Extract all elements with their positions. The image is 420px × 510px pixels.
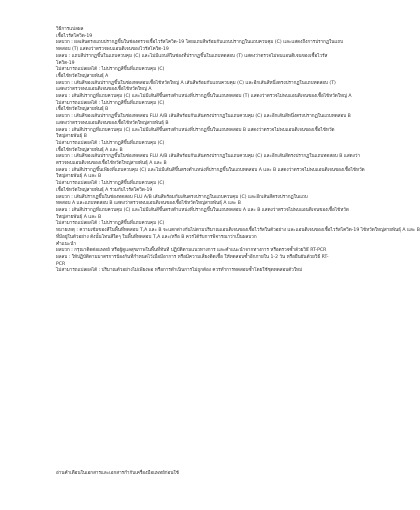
text-line: ผลบวก : เส้นสีปรากฏขึ้นในช่องทดสอบ FLU A/B เส้นสีพร้อมกับเส้นตรงปรากฏในแถบควบคุม (C) และอีกเส้นสีตรงปรากฏในแถบ bbox=[56, 194, 308, 200]
text-line: ไม่สามารถแปลผลได้ : ไม่ปรากฏสีขึ้นที่แถบควบคุม (C) bbox=[56, 67, 165, 73]
text-line: ใหญ่สายพันธุ์ A และ B bbox=[56, 174, 102, 180]
text-line: ไม่สามารถแปลผลได้ : ไม่ปรากฏสีขึ้นที่แถบควบคุม (C) bbox=[56, 100, 165, 106]
text-line: เชื้อไข้หวัดใหญ่สายพันธุ์ A และ B bbox=[56, 147, 123, 153]
text-line: ผลลบ : เส้นสีปรากฏขึ้นเพียงที่แถบควบคุม (C) และไม่มีเส้นสีขึ้นตรงตำแหน่งที่ปรากฏขึ้นในแถบทดสอบ A และ B แสดงว่าตรวจไม่พบแอนติเจนของเชื้อไข้หวัด bbox=[56, 167, 365, 173]
text-line: ผลลบ : ให้ปฏิบัติตามมาตรการป้องกันที่กำหนดไว้เมื่อมีอาการ หรือมีความเสี่ยงติดเชื้อ ให้ทดสอบซ้ำอีกภายใน 1-2 วัน หรือยืนยันด้วยวิธี RT- bbox=[56, 254, 329, 260]
text-line: เชื้อไวรัสโควิด-19 bbox=[56, 33, 93, 39]
text-line: เชื้อไข้หวัดใหญ่สายพันธุ์ A ร่วมกับไวรัสโควิด-19 bbox=[56, 187, 153, 193]
text-line: ไม่สามารถแปลผลได้ : ไม่ปรากฏสีขึ้นที่แถบควบคุม (C) bbox=[56, 221, 165, 227]
text-line: PCR bbox=[56, 261, 66, 267]
text-line: โควิด-19 bbox=[56, 60, 75, 66]
text-line: แสดงว่าตรวจพบแอนติเจนของเชื้อไข้หวัดใหญ่สายพันธุ์ B bbox=[56, 120, 169, 126]
text-line: ผลลบ : เส้นสีปรากฏที่แถบควบคุม (C) และไม่มีเส้นสีขึ้นตรงตำแหน่งที่ปรากฏขึ้นในแถบทดสอบ (T) แสดงว่าตรวจไม่พบแอนติเจนของเชื้อไข้หวัดใหญ่ A bbox=[56, 94, 352, 100]
text-line: ผลบวก : เส้นสีของเส้นปรากฏขึ้นในช่องทดสอบ FLU A/B เส้นสีพร้อมกับเส้นตรงปรากฏในแถบควบคุม (C) และอีกเส้นสีตรงปรากฏในแถบทดสอบ B แสดงว่า bbox=[56, 154, 361, 160]
text-line: ไม่สามารถแปลผลได้ : ไม่ปรากฏสีขึ้นที่แถบควบคุม (C) bbox=[56, 140, 165, 146]
text-line: ผลบวก : กรุณาติดต่อแพทย์ หรือผู้ดูแลสุขภาพในพื้นที่ทันที ปฏิบัติตามแนวทางการ และคำแนะนำจากทางการ หรือตรวจซ้ำด้วยวิธี RT-PCR bbox=[56, 248, 327, 254]
text-line: ไม่สามารถแปลผลได้ : ปริมาณตัวอย่างไม่เพียงพอ หรือการดำเนินการไม่ถูกต้อง ควรทำการทดสอบซ้ำโดยใช้ชุดทดสอบตัวใหม่ bbox=[56, 268, 303, 274]
text-line: ผลลบ : เส้นสีปรากฏที่แถบควบคุม (C) และไม่มีเส้นสีขึ้นตรงตำแหน่งที่ปรากฏขึ้นในแถบทดสอบ A และ B แสดงว่าตรวจไม่พบแอนติเจนของเชื้อไข้หวัด bbox=[56, 207, 349, 213]
document-footer: อ่านคำเตือนในเอกสารและเอกสารกำกับเครื่องมือแพทย์ก่อนใช้ bbox=[56, 471, 179, 476]
text-line: ผลบวก : เส้นสีของเส้นปรากฏขึ้นในช่องทดสอบเชื้อไข้หวัดใหญ่ A เส้นสีพร้อมกับแถบควบคุม (C) และอีกเส้นสีหนึ่งตรงปรากฏในแถบทดสอบ (T) bbox=[56, 80, 336, 86]
text-line: ผลบวก : ผลเส้นตรงแถบปรากฏขึ้นในช่องตรวจเชื้อไวรัสโควิด-19 โดยแถบสีพร้อมกับแถบปรากฏในแถบควบคุม (C) และแสดงถึงการปรากฏในแถบ bbox=[56, 40, 344, 46]
text-line: ใหญ่สายพันธุ์ A และ B bbox=[56, 214, 102, 220]
text-line: ใหญ่สายพันธุ์ B bbox=[56, 134, 87, 140]
text-line: หมายเหตุ : ความเข้มของสีในพื้นที่ทดสอบ T,A และ B จะแตกต่างกันไปตามปริมาณแอนติเจนของเชื้อไวรัสในตัวอย่าง และแอนติเจนของเชื้อไวรัสโควิด-19 ไข้หวัดใหญ่สายพันธุ์ A และ B bbox=[56, 228, 420, 234]
text-line: ที่มีอยู่ในตัวอย่าง ดังนั้นโทนสีใดๆ ในพื้นที่ทดสอบ T,A และ/หรือ B ควรได้รับการพิจารณาว่าเป็นผลบวก bbox=[56, 234, 257, 240]
text-line: เชื้อไข้หวัดใหญ่สายพันธุ์ A bbox=[56, 73, 109, 79]
text-line: ผลบวก : เส้นสีของเส้นปรากฏขึ้นในช่องทดสอบ FLU A/B เส้นสีพร้อมกับเส้นตรงปรากฏในแถบควบคุม (C) และอีกเส้นสีหนึ่งตรงปรากฏในแถบทดสอบ B bbox=[56, 114, 351, 120]
text-line: ไม่สามารถแปลผลได้ : ไม่ปรากฏสีขึ้นที่แถบควบคุม (C) bbox=[56, 181, 165, 187]
text-line: ทดสอบ A และแถบทดสอบ B แสดงว่าตรวจพบแอนติเจนของเชื้อไข้หวัดใหญ่สายพันธุ์ A และ B bbox=[56, 201, 241, 207]
text-line: คำแนะนำ bbox=[56, 241, 76, 247]
text-line: แสดงว่าตรวจพบแอนติเจนของเชื้อไข้หวัดใหญ่ A bbox=[56, 87, 152, 93]
text-line: ผลลบ : เส้นสีปรากฏที่แถบควบคุม (C) และไม่มีเส้นสีขึ้นตรงตำแหน่งที่ปรากฏขึ้นในแถบทดสอบ B แสดงว่าตรวจไม่พบแอนติเจนของเชื้อไข้หวัด bbox=[56, 127, 335, 133]
text-line: ผลลบ : แถบสีปรากฏขึ้นในแถบควบคุม (C) และไม่มีแถบสีในช่องที่ปรากฏขึ้นในแถบทดสอบ (T) แสดงว่าตรวจไม่พบแอนติเจนของเชื้อไวรัส bbox=[56, 53, 328, 59]
text-line: เชื้อไข้หวัดใหญ่สายพันธุ์ B bbox=[56, 107, 109, 113]
text-line: ทดสอบ (T) แสดงว่าตรวจพบแอนติเจนของไวรัสโควิด-19 bbox=[56, 47, 169, 53]
text-line: ตรวจพบแอนติเจนของเชื้อไข้หวัดใหญ่สายพันธุ์ A และ B bbox=[56, 161, 167, 167]
text-line: วิธีการแปลผล bbox=[56, 27, 84, 32]
document-body bbox=[56, 27, 420, 275]
